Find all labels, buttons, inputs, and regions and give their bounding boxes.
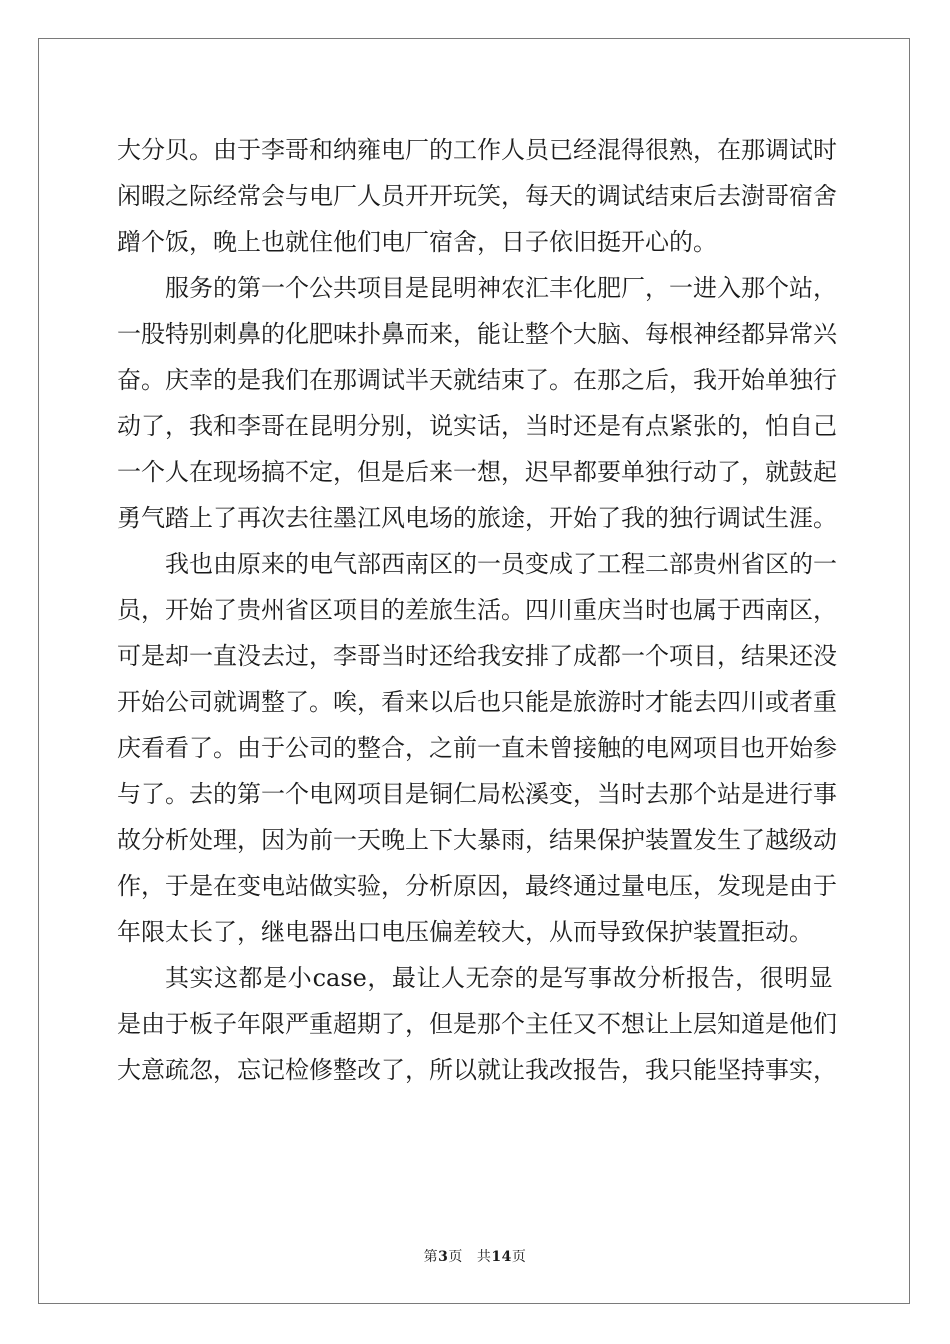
text-line: 蹭个饭，晚上也就住他们电厂宿舍，日子依旧挺开心的。 [117, 228, 717, 256]
footer-total-prefix: 共 [476, 1249, 492, 1265]
footer-total-suffix: 页 [511, 1249, 527, 1265]
text-line: 开 始 公 司 就 调 整 了 。 唉 ， 看 来 以 后 也 只 能 是 旅 游 时 才 能 去 四 川 或 者 重 [117, 688, 837, 716]
text-line: 大 意 疏 忽 ， 忘 记 检 修 整 改 了 ， 所 以 就 让 我 改 报 告 ， 我 只 能 坚 持 事 实 ， [117, 1056, 837, 1084]
text-line: 闲 暇 之 际 经 常 会 与 电 厂 人 员 开 开 玩 笑 ， 每 天 的 调 试 结 束 后 去 澍 哥 宿 舍 [117, 182, 837, 210]
text-line: 一 个 人 在 现 场 搞 不 定 ， 但 是 后 来 一 想 ， 迟 早 都 要 单 独 行 动 了 ， 就 鼓 起 [117, 458, 837, 486]
text-line: 年限太长了，继电器出口电压偏差较大，从而导致保护装置拒动。 [117, 918, 813, 946]
text-line: 员 ， 开 始 了 贵 州 省 区 项 目 的 差 旅 生 活 。 四 川 重 庆 当 时 也 属 于 西 南 区 ， [117, 596, 837, 624]
text-line: 其 实 这 都 是 小 case ， 最 让 人 无 奈 的 是 写 事 故 分 析 报 告 ， 很 明 显 [165, 964, 833, 992]
text-line: 服 务 的 第 一 个 公 共 项 目 是 昆 明 神 农 汇 丰 化 肥 厂 ， 一 进 入 那 个 站 ， [165, 274, 837, 302]
footer-page-suffix: 页 [448, 1249, 463, 1265]
text-line: 可 是 却 一 直 没 去 过 ， 李 哥 当 时 还 给 我 安 排 了 成 都 一 个 项 目 ， 结 果 还 没 [117, 642, 837, 670]
text-line: 勇 气 踏 上 了 再 次 去 往 墨 江 风 电 场 的 旅 途 ， 开 始 了 我 的 独 行 调 试 生 涯 。 [117, 504, 837, 532]
text-line: 与 了 。 去 的 第 一 个 电 网 项 目 是 铜 仁 局 松 溪 变 ， 当 时 去 那 个 站 是 进 行 事 [117, 780, 837, 808]
page-footer [0, 1246, 950, 1266]
text-line: 奋 。 庆 幸 的 是 我 们 在 那 调 试 半 天 就 结 束 了 。 在 那 之 后 ， 我 开 始 单 独 行 [117, 366, 837, 394]
text-line: 庆 看 看 了 。 由 于 公 司 的 整 合 ， 之 前 一 直 未 曾 接 触 的 电 网 项 目 也 开 始 参 [117, 734, 837, 762]
footer-page-prefix: 第 [423, 1249, 439, 1265]
footer-page-number: 3 [438, 1249, 449, 1265]
text-line: 大 分 贝 。 由 于 李 哥 和 纳 雍 电 厂 的 工 作 人 员 已 经 混 得 很 熟 ， 在 那 调 试 时 [117, 136, 837, 164]
footer-total-pages: 14 [491, 1249, 512, 1265]
text-line: 一 股 特 别 刺 鼻 的 化 肥 味 扑 鼻 而 来 ， 能 让 整 个 大 脑 、 每 根 神 经 都 异 常 兴 [117, 320, 837, 348]
text-line: 是 由 于 板 子 年 限 严 重 超 期 了 ， 但 是 那 个 主 任 又 不 想 让 上 层 知 道 是 他 们 [117, 1010, 837, 1038]
text-line: 作 ， 于 是 在 变 电 站 做 实 验 ， 分 析 原 因 ， 最 终 通 过 量 电 压 ， 发 现 是 由 于 [117, 872, 837, 900]
document-body [117, 127, 837, 1093]
text-line: 动 了 ， 我 和 李 哥 在 昆 明 分 别 ， 说 实 话 ， 当 时 还 是 有 点 紧 张 的 ， 怕 自 己 [117, 412, 837, 440]
text-line: 我 也 由 原 来 的 电 气 部 西 南 区 的 一 员 变 成 了 工 程 二 部 贵 州 省 区 的 一 [165, 550, 837, 578]
text-line: 故 分 析 处 理 ， 因 为 前 一 天 晚 上 下 大 暴 雨 ， 结 果 保 护 装 置 发 生 了 越 级 动 [117, 826, 837, 854]
